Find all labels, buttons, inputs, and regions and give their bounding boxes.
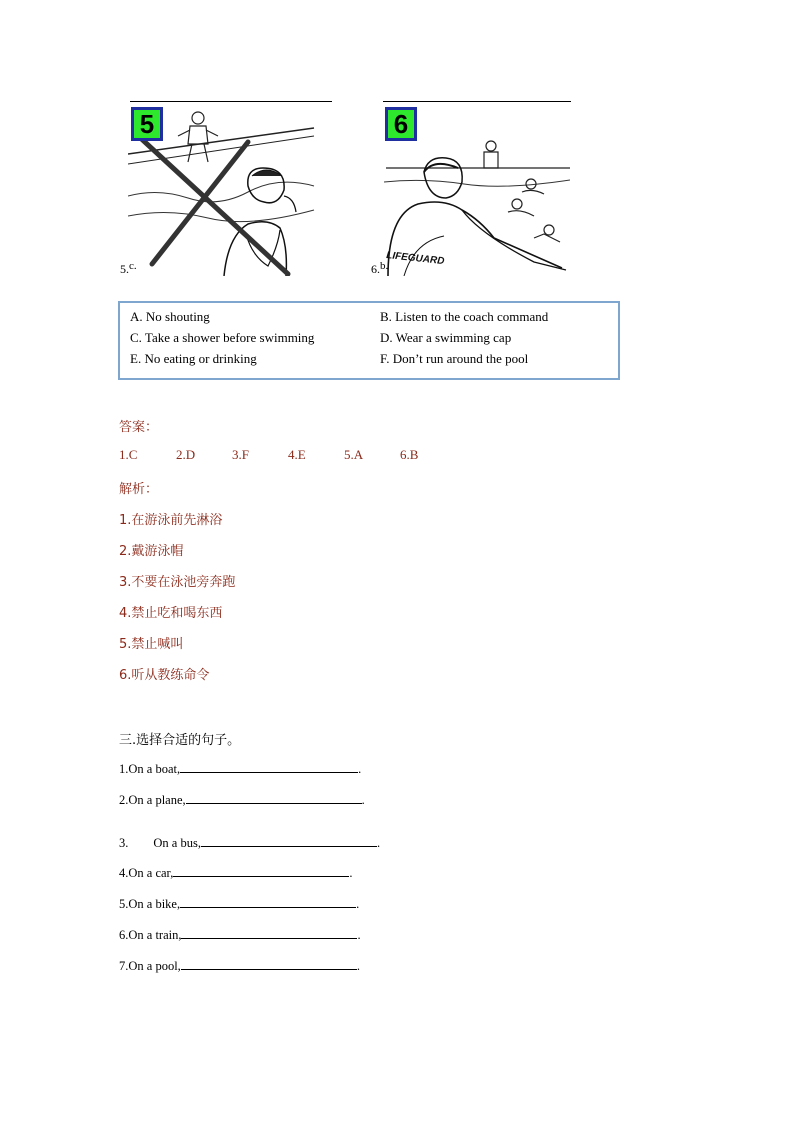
question-6-text: 6.On a train,	[119, 928, 182, 942]
caption-answer-6: b.	[380, 260, 389, 272]
answer-2: 2.D	[176, 447, 196, 462]
analysis-item-2: 2.戴游泳帽	[119, 544, 184, 559]
analysis-label: 解析：	[119, 482, 159, 497]
analysis-item-4: 4.禁止吃和喝东西	[119, 606, 223, 621]
answer-label: 答案：	[119, 420, 159, 435]
question-5-blank[interactable]	[180, 895, 356, 908]
question-6: 6.On a train, .	[119, 928, 361, 942]
answer-6: 6.B	[400, 447, 419, 462]
question-4: 4.On a car, .	[119, 866, 353, 880]
answer-5: 5.A	[344, 447, 364, 462]
option-a: A. No shouting	[130, 309, 210, 324]
question-1: 1.On a boat, .	[119, 762, 362, 776]
question-1-blank[interactable]	[180, 760, 358, 773]
caption-number-6: 6.	[371, 262, 380, 276]
question-3-text: 3. On a bus,	[119, 836, 201, 850]
answer-4: 4.E	[288, 447, 306, 462]
question-7-blank[interactable]	[181, 957, 357, 970]
analysis-item-3: 3.不要在泳池旁奔跑	[119, 575, 236, 590]
picture-caption-6	[371, 262, 388, 277]
analysis-item-6: 6.听从教练命令	[119, 668, 210, 683]
option-f: F. Don’t run around the pool	[380, 351, 529, 366]
picture-lifeguard	[384, 138, 570, 276]
question-3: 3. On a bus, .	[119, 836, 381, 850]
question-6-blank[interactable]	[181, 926, 357, 939]
picture-number-badge-5: 5	[131, 107, 163, 141]
options-box	[118, 301, 620, 380]
option-b: B. Listen to the coach command	[380, 309, 549, 324]
option-c: C. Take a shower before swimming	[130, 330, 315, 345]
question-7-text: 7.On a pool,	[119, 959, 181, 973]
option-d: D. Wear a swimming cap	[380, 330, 512, 345]
answer-blank-line-6	[383, 101, 571, 102]
question-4-blank[interactable]	[173, 864, 349, 877]
option-e: E. No eating or drinking	[130, 351, 257, 366]
question-7: 7.On a pool, .	[119, 959, 360, 973]
question-2-blank[interactable]	[186, 791, 362, 804]
lifeguard-text: LIFEGUARD	[385, 250, 445, 268]
analysis-item-5: 5.禁止喊叫	[119, 637, 184, 652]
question-1-text: 1.On a boat,	[119, 762, 181, 776]
caption-number-5: 5.	[120, 262, 129, 276]
answer-3: 3.F	[232, 447, 249, 462]
question-2-text: 2.On a plane,	[119, 793, 186, 807]
question-5: 5.On a bike, .	[119, 897, 360, 911]
question-3-blank[interactable]	[201, 834, 377, 847]
section-3-title: 三.选择合适的句子。	[119, 733, 241, 748]
question-2: 2.On a plane, .	[119, 793, 365, 807]
analysis-item-1: 1.在游泳前先淋浴	[119, 513, 223, 528]
question-4-text: 4.On a car,	[119, 866, 174, 880]
picture-number-badge-6: 6	[385, 107, 417, 141]
caption-answer-5: c.	[129, 260, 137, 272]
answer-blank-line-5	[130, 101, 332, 102]
answer-1: 1.C	[119, 447, 138, 462]
picture-caption-5	[120, 262, 137, 277]
question-5-text: 5.On a bike,	[119, 897, 181, 911]
